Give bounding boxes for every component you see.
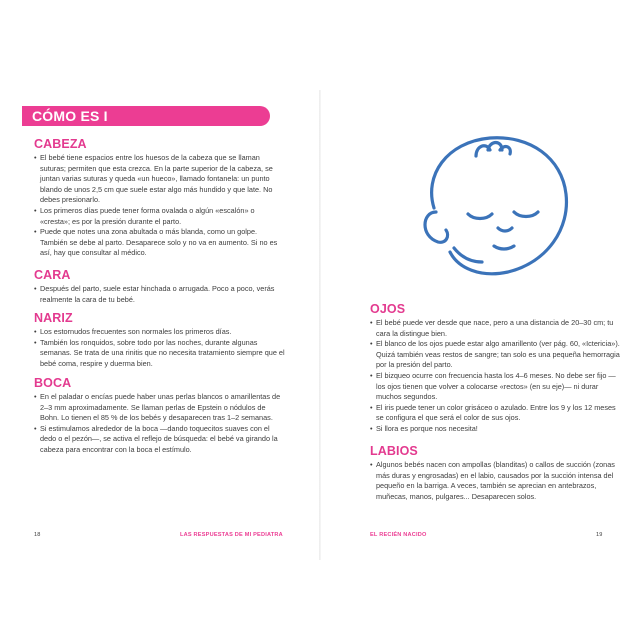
list-item: • El bizqueo ocurre con frecuencia hasta los 4–6 meses. No debe ser fijo —los ojos tienen que volver a colocarse «rectos» (en su eje)— ni durar muchos segundos. bbox=[370, 371, 620, 403]
bullet-list bbox=[34, 153, 286, 259]
section-title: LABIOS bbox=[370, 444, 418, 458]
running-title-right bbox=[370, 532, 427, 539]
bullet-list bbox=[370, 318, 620, 435]
list-item: • El bebé tiene espacios entre los huesos de la cabeza que se llaman suturas; permiten que esta crezca. En la parte superior de la cabeza, se juntan varias suturas y queda «un hueco», llamado fontanela: un punto blando de unos 2,5 cm que suele estar algo más hundido y que late. No debes presionarlo. bbox=[34, 153, 286, 206]
list-item: • Después del parto, suele estar hinchada o arrugada. Poco a poco, verás realmente la cara de tu bebé. bbox=[34, 284, 286, 305]
running-title: LAS RESPUESTAS DE MI PEDIATRA bbox=[180, 532, 283, 538]
sleeping-baby-face-icon bbox=[410, 128, 580, 278]
section-ojos bbox=[370, 302, 620, 435]
section-boca bbox=[34, 376, 286, 456]
list-item: • Puede que notes una zona abultada o más blanda, como un golpe. También se debe al parto. Desaparece solo y no va en aumento. Si no es así, hay que consultar al médico. bbox=[34, 227, 286, 259]
chapter-banner-title: CÓMO ES I bbox=[32, 108, 108, 124]
list-item: • El blanco de los ojos puede estar algo amarillento (ver pág. 60, «Ictericia»). Quizá también veas restos de sangre; tan solo es una pequeña hemorragia por la presión del parto. bbox=[370, 339, 620, 371]
list-item: • El iris puede tener un color grisáceo o azulado. Entre los 9 y los 12 meses se configura el que será el color de sus ojos. bbox=[370, 403, 620, 424]
list-item: • Si estimulamos alrededor de la boca —dando toquecitos suaves con el dedo o el pezón—, se activa el reflejo de búsqueda: el bebé va girando la cabeza para encontrar con la boca el estímulo. bbox=[34, 424, 286, 456]
bullet-list bbox=[34, 284, 286, 305]
bullet-list bbox=[34, 327, 286, 369]
list-item: • Los estornudos frecuentes son normales los primeros días. bbox=[34, 327, 286, 338]
footer-right bbox=[596, 532, 603, 539]
section-labios bbox=[370, 444, 620, 502]
chapter-banner bbox=[22, 106, 270, 126]
section-cara bbox=[34, 268, 286, 305]
list-item: • El bebé puede ver desde que nace, pero a una distancia de 20–30 cm; tu cara la distingue bien. bbox=[370, 318, 620, 339]
section-title: CARA bbox=[34, 268, 71, 282]
bullet-list bbox=[34, 392, 286, 456]
list-item: • También los ronquidos, sobre todo por las noches, durante algunas semanas. Se trata de una rinitis que no necesita tratamiento siempre que el bebé coma, respire y duerma bien. bbox=[34, 338, 286, 370]
footer-left bbox=[34, 532, 41, 539]
running-title: EL RECIÉN NACIDO bbox=[370, 532, 427, 538]
list-item: • Si llora es porque nos necesita! bbox=[370, 424, 620, 435]
running-title-left bbox=[180, 532, 283, 539]
right-page bbox=[320, 0, 640, 640]
section-nariz bbox=[34, 311, 286, 369]
section-title: NARIZ bbox=[34, 311, 73, 325]
section-title: OJOS bbox=[370, 302, 406, 316]
page-number: 19 bbox=[596, 532, 603, 538]
section-title: BOCA bbox=[34, 376, 72, 390]
section-cabeza bbox=[34, 137, 286, 259]
page-number: 18 bbox=[34, 532, 41, 538]
bullet-list bbox=[370, 460, 620, 502]
section-title: CABEZA bbox=[34, 137, 87, 151]
list-item: • Los primeros días puede tener forma ovalada o algún «escalón» o «cresta»; es por la presión durante el parto. bbox=[34, 206, 286, 227]
list-item: • En el paladar o encías puede haber unas perlas blancos o amarillentas de 2–3 mm aproximadamente. Se llaman perlas de Epstein o nódulos de Bohn. Lo tienen el 85 % de los bebés y desaparecen tras 1–2 semanas. bbox=[34, 392, 286, 424]
list-item: • Algunos bebés nacen con ampollas (blanditas) o callos de succión (zonas más duras y engrosadas) en el labio, causados por la succión intensa del pequeño en la barriga. A veces, también se aprecian en antebrazos, muñecas, manos, pulgares... Desaparecen solos. bbox=[370, 460, 620, 502]
